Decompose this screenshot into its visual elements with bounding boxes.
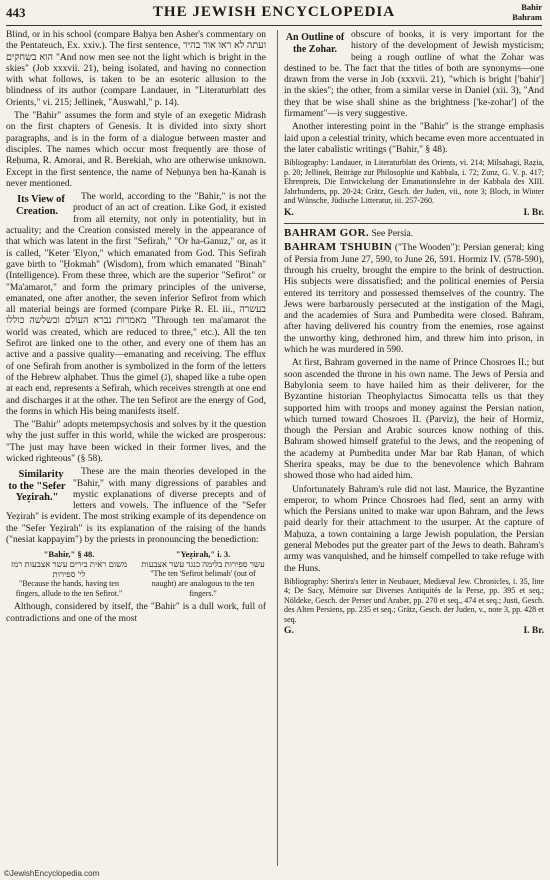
hebrew-quote: ועתה לא ראו אור בהיר הוא בשחקים <box>6 41 266 63</box>
text-run: These are the main theories developed in the "Bahir," with many digressions of parables and mystic explanations of diverse precepts and of letters and vowels. The influence of the "Sefer Yeẓirah" is evident. The most striking example of its dependence on the "Sefer Yeẓirah" is its explanation of the raising of the hands ("nesiat kappayim") by the priests in pronouncing the benediction: <box>6 467 266 546</box>
page-number: 443 <box>6 5 26 20</box>
bibliography: Bibliography: Sherira's letter in Neubauer, Mediæval Jew. Chronicles, i. 35, line 4; De Sacy, Mémoire sur Diverses Antiquités de la Perse, pp. 395 et seq.; Nöldeke, Gesch. der Perser und Araber, pp. 270 et seq., 474 et seq.; Justi, Gesch. des Alten Persiens, pp. 235 et seq.; Grätz, Gesch. der Juden, v., note 3, pp. 428 et seq. <box>284 576 544 624</box>
paragraph <box>6 192 266 418</box>
paragraph <box>284 30 544 120</box>
hebrew-quote: בעשרה מאמרות נברא העולם ובשלשה כוללו <box>6 305 266 327</box>
signature-line <box>284 208 544 219</box>
catchwords <box>512 2 542 22</box>
side-note-creation: Its View of Creation. <box>15 194 65 217</box>
text-run: The world, according to the "Bahir," is not the product of an act of creation. Like God, it existed from all eternity, not only in potentiality, but in actuality; and the Creation consisted merely in the appearance of that which was latent in the first "Sefirah," "Or ha-Ganuz," or, as it is called, "Keter 'Elyon," which emanated from God. This Sefirah gave birth to "Ḥokmah" (Wisdom), from which emanated "Binah" (Intelligence). From these three, which are the superior "Sefirot" or "Ma'amarot," and form the primary principles of the universe, emanated, one after another, the seven inferior Sefirot from which all material beings are formed (compare Pirḳe R. El. iii., <box>6 192 266 316</box>
side-note-zohar: An Outline of the Zohar. <box>285 32 345 55</box>
entry-heading: BAHRAM GOR. <box>284 227 370 240</box>
column-divider <box>277 30 278 866</box>
running-title: THE JEWISH ENCYCLOPEDIA <box>152 4 396 20</box>
cross-reference: See Persia. <box>371 229 414 240</box>
right-column <box>284 30 544 866</box>
catchword-first: Bahir <box>521 2 542 12</box>
quote-translation: "Because the hands, having ten fingers, allude to the ten Sefirot." <box>15 579 123 599</box>
author-initial: K. <box>284 207 294 218</box>
quote-source: "Yeẓirah," i. 3. <box>175 549 231 560</box>
paragraph <box>6 467 266 546</box>
entry-bahram-tshubin <box>284 242 544 356</box>
signature-line <box>284 626 544 637</box>
author-initials: I. Br. <box>523 207 544 218</box>
quote-translation: "The ten 'Sefirot belimah' (out of naught) are analogous to the ten fingers." <box>150 569 256 599</box>
catchword-last: Bahram <box>512 12 542 22</box>
text-run: obscure of books, it is very important for the history of the development of Jewish mysticism; being a rough outline of what the Zohar was destined to be. The fact that the titles of both are synonyms—one drawn from the verse in Job (xxxvii. 21), "which is bright ['bahir'] in the skies"; the other, from a similar verse in Daniel (xii. 3), "And they that be wise shall shine as the brightness ['ke-zohar'] of the firmament"—is very suggestive. <box>284 30 544 120</box>
paragraph: Unfortunately Bahram's rule did not last. Maurice, the Byzantine emperor, to whom Prince Chosroes had fled, sent an army with which the Persians united to make war upon Bahram, and the Jews paid dearly for their attachment to the usurper. At the capture of Maḥuza, a town containing a large Jewish population, the Persian general Mebodes put the greater part of the Jews to death. Bahram's army was vanquished, and he himself compelled to take refuge with the Huns. <box>284 484 544 574</box>
text-run: "And now men see not the light which is bright in the skies" (Job xxxvii. 21), being isolated, and having no connection with what follows, is taken to be an esoteric allusion to the blindness of its author (compare Landauer, in "Literaturblatt des Orients," vi. 215; Jellinek, "Auswahl," p. 14). <box>6 52 266 108</box>
text-run: "Through ten ma'amarot the world was created, which are reduced to three," etc.). All the ten Sefirot are linked one to the other, and every one of them has an active and a passive quality—emanating and receiving. The efflux of one Sefirah from another is symbolized in the form of the letters of the Hebrew alphabet. Thus the gimel (ג), shaped like a tube open at each end, represents a Sefirah, which receives strength at one end and discharges it at the other. The ten Sefirot are the energy of God, the forms in which His being manifests itself. <box>6 316 266 417</box>
page-header <box>6 3 542 26</box>
hebrew-quote: משום ראית בירים עשר אצבעות רמז לי' ספירות <box>10 559 128 580</box>
yezirah-quote <box>140 549 266 599</box>
author-initial: G. <box>284 626 294 637</box>
paragraph: Another interesting point in the "Bahir" is the strange emphasis laid upon a celestial trinity, which became even more accentuated in the later cabalistic writings ("Bahir," § 48). <box>284 122 544 155</box>
side-note-yezirah: Similarity to the "Sefer Yeẓirah." <box>8 469 66 504</box>
entry-heading: BAHRAM TSHUBIN <box>284 241 393 254</box>
bahir-quote <box>6 549 132 599</box>
bibliography: Bibliography: Landauer, in Literaturblatt des Orients, vi. 214; Milsahagi, Raẓia, p. 20; Jellinek, Beiträge zur Philosophie und Kabbala, i. 72; Zunz, G. V. p. 417; Ehrenpreis, Die Entwickelung der Emanationslehre in der Kabbala des XIII. Jahrhunderts, pp. 20-24; Grätz, Gesch. der Juden, vii., note 3; Bloch, in Winter and Wünsche, Jüdische Litteratur, iii. 257-260. <box>284 158 544 206</box>
text-run: Blind, or in his school (compare Baḥya ben Asher's commentary on the Pentateuch, Ex. xxiv.). The first sentence, <box>6 30 266 52</box>
paragraph: The "Bahir" assumes the form and style of an exegetic Midrash on the first chapters of Genesis. It is divided into sixty short paragraphs, and is in the form of a dialogue between master and disciples. The names which occur most frequently are those of Reḥuma, R. Amorai, and R. Berekiah, who are otherwise unknown. Except in the first sentence, the name of Neḥunya ben ha-Ḳanah is never mentioned. <box>6 111 266 189</box>
paragraph: The "Bahir" adopts metempsychosis and solves by it the question why the just suffer in this world, while the wicked are prosperous: "The just may have been wicked in their former lives, and the wicked righteous" (§ 58). <box>6 420 266 464</box>
site-watermark: ©JewishEncyclopedia.com <box>4 869 100 878</box>
left-column <box>6 30 266 866</box>
entry-bahram-gor <box>284 228 544 240</box>
text-run: ("The Wooden"): Persian general; king of Persia from June 27, 590, to June 26, 591. Hormiz IV. (578-590), through his cruelty, brought the empire to the brink of destruction. His subjects were dissatisfied; and the political enemies of Persia entered its territory and possessed themselves of the country. The Jews were barbarously persecuted at the instigation of the Magi, and the academies of Sura and Pumbedita were closed. Bahram, after having delivered his country from the enemies, rose against the unworthy king, dethroned him, and threw him into prison, in which he was murdered in 590. <box>284 243 544 356</box>
paragraph <box>6 30 266 109</box>
quote-source: "Bahir," § 48. <box>43 549 95 560</box>
comparison-table <box>6 549 266 599</box>
hebrew-quote: עשר ספירות בלימה כנגד עשר אצבעות <box>141 559 265 570</box>
paragraph: At first, Bahram governed in the name of Prince Chosroes II.; but soon ascended the throne in his own name. The Jews of Persia and Babylonia seem to have hailed him as their deliverer, for the Byzantine historian Theophylactus Simocatta tells us that they supported him with troops and money against the Persian nation, which turned toward Chosroes II. (Parviz), the heir of Hormiz, though the Persian and Arabic sources know nothing of this. Bahram showed himself grateful to the Jews, and the reopening of the academy at Pumbedita under Mar bar Rab Ḥanan, of which Sherira speaks, may be due to the benevolence which Bahram showed those who had aided him. <box>284 358 544 482</box>
paragraph: Although, considered by itself, the "Bahir" is a dull work, full of contradictions and one of the most <box>6 602 266 624</box>
author-initials: I. Br. <box>523 626 544 637</box>
section-rule <box>284 223 544 224</box>
